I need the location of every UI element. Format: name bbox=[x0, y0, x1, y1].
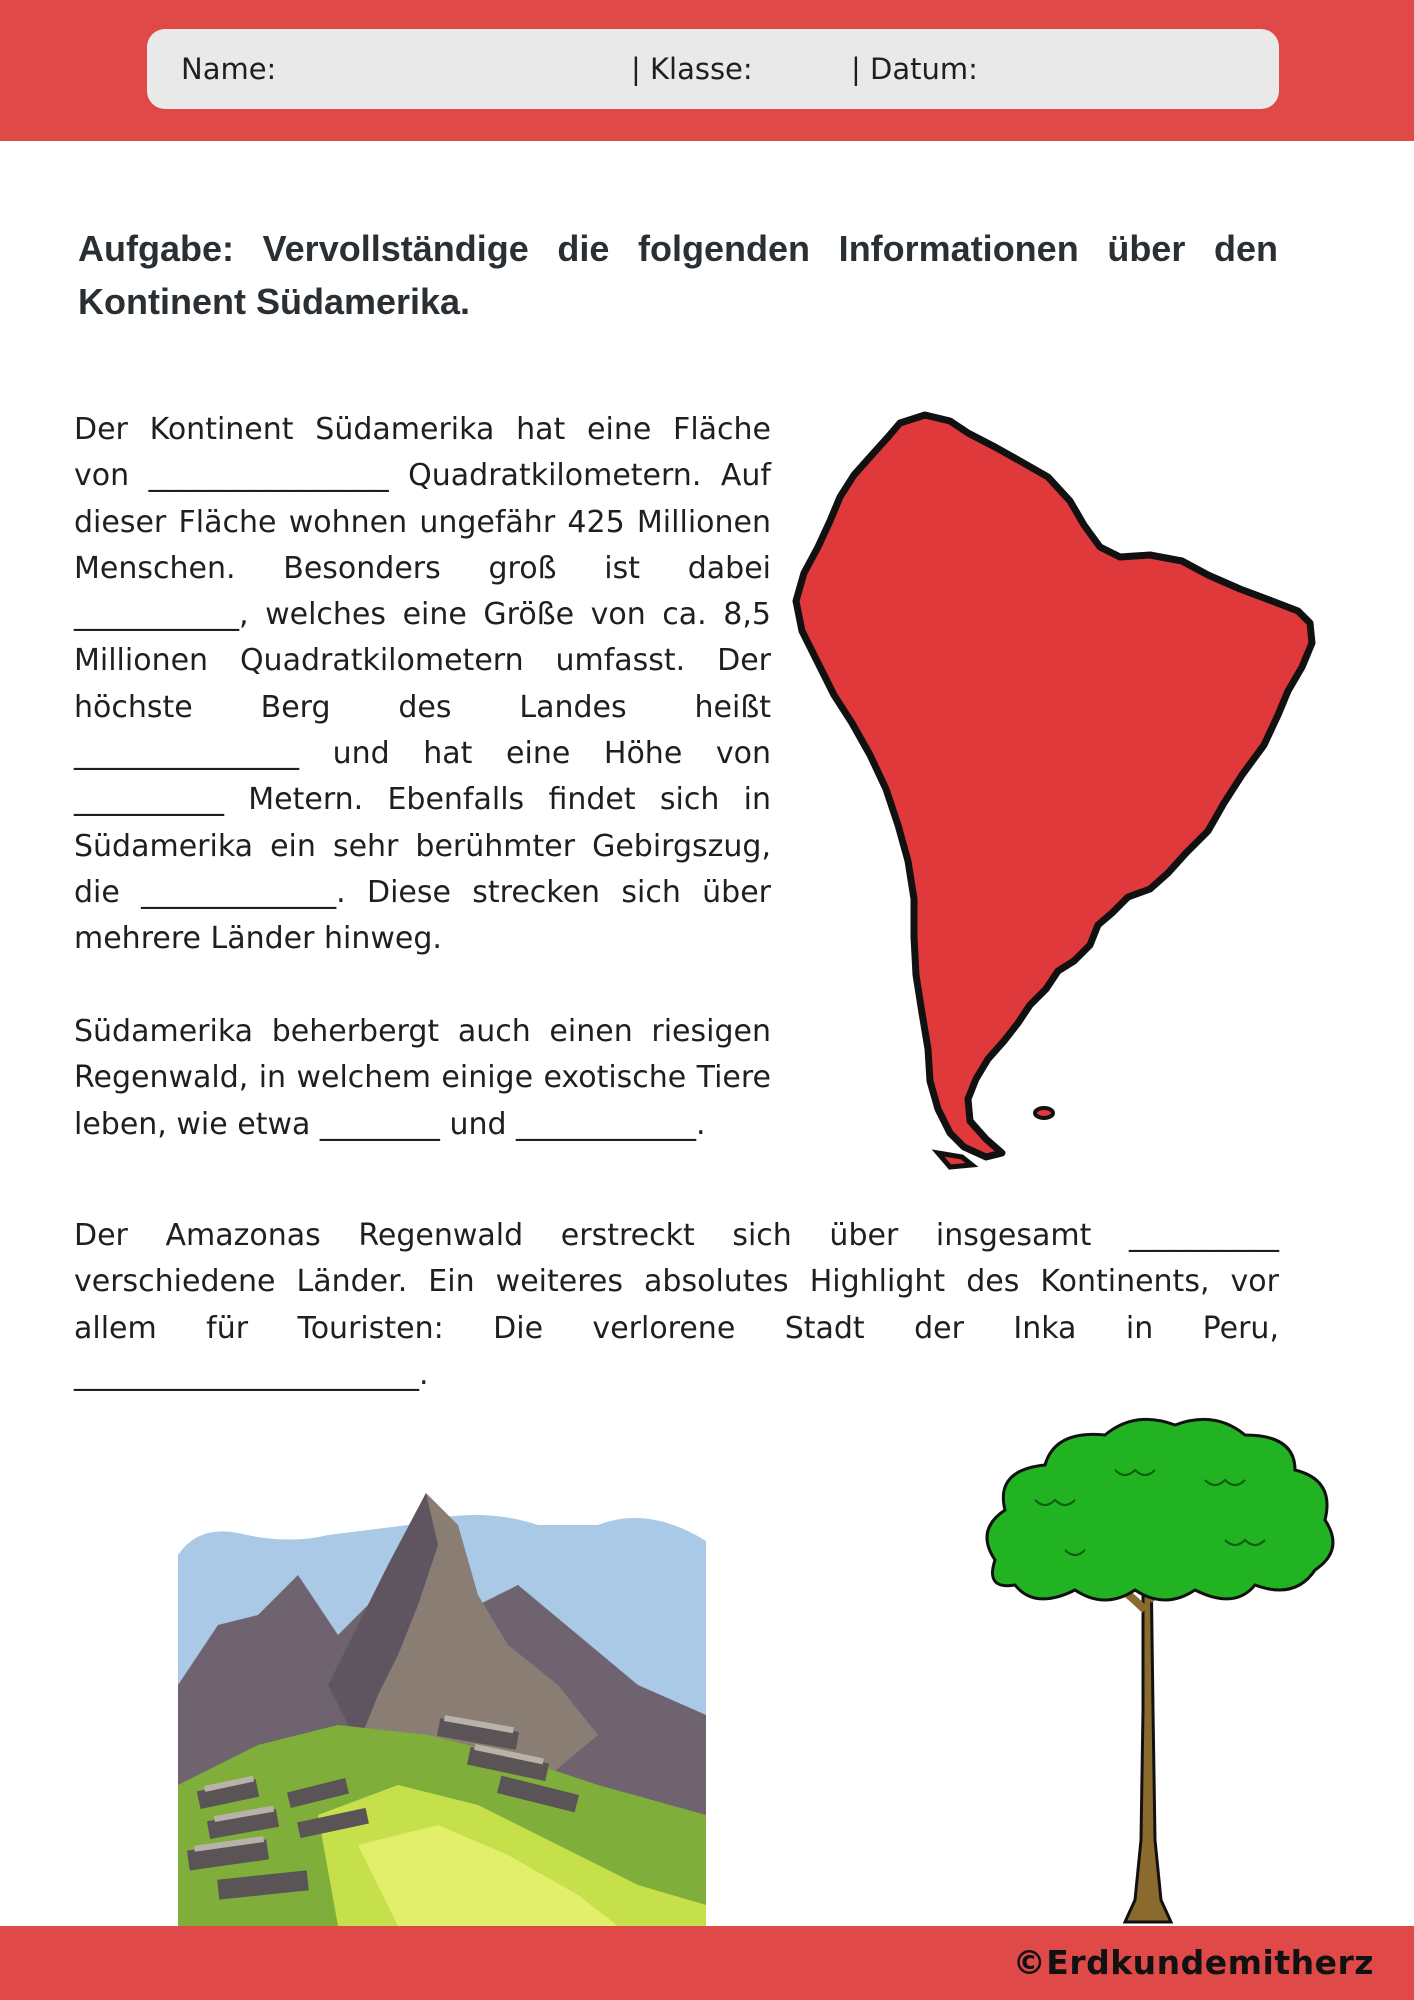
name-label: Name: bbox=[181, 52, 277, 86]
rainforest-tree-illustration bbox=[975, 1410, 1345, 1930]
task-heading: Aufgabe: Vervollständige die folgenden Informationen über den Kontinent Südamerika. bbox=[78, 228, 1278, 322]
paragraph-area-mountains: Der Kontinent Südamerika hat eine Fläche von ________________ Quadratkilometern. Auf dieser Fläche wohnen ungefähr 425 Millionen Menschen. Besonders groß ist dabei ___________, welches eine Größe von ca. 8,5 Millionen Quadratkilometern umfasst. Der höchste Berg des Landes heißt _______________ und hat eine Höhe von __________ Metern. Ebenfalls findet sich in Südamerika ein sehr berühmter Gebirgszug, die _____________. Diese strecken sich über mehrere Länder hinweg. bbox=[74, 412, 771, 957]
south-america-map bbox=[790, 405, 1330, 1165]
class-label: | Klasse: bbox=[631, 52, 753, 86]
student-info-bar bbox=[147, 29, 1279, 109]
paragraph-amazon-inca: Der Amazonas Regenwald erstreckt sich über insgesamt __________ verschiedene Länder. Ein weiteres absolutes Highlight des Kontinents, vor allem für Touristen: Die verlorene Stadt der Inka in Peru, _______________________. bbox=[74, 1218, 1279, 1392]
machu-picchu-illustration bbox=[178, 1485, 706, 1926]
paragraph-rainforest-animals: Südamerika beherbergt auch einen riesigen Regenwald, in welchem einige exotische Tiere leben, wie etwa ________ und ____________. bbox=[74, 1014, 771, 1142]
date-label: | Datum: bbox=[851, 52, 978, 86]
copyright-label: ©Erdkundemitherz bbox=[1012, 1943, 1374, 1982]
